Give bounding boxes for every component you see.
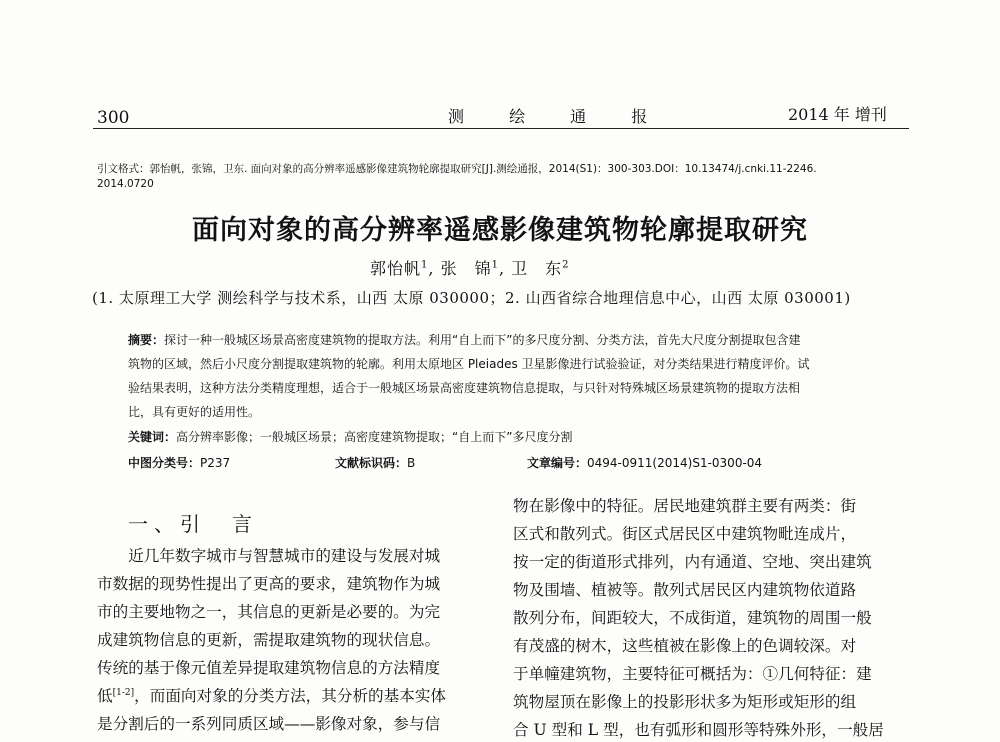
author-list: 郭怡帆$^1$, 张 锦$^1$, 卫 东$^2$: [370, 259, 570, 278]
author-affil-mark: 1: [421, 259, 429, 271]
body-line: 区式和散列式。街区式居民区中建筑物毗连成片，: [513, 525, 857, 543]
body-line: 是分割后的一系列同质区域——影像对象，参与信: [97, 715, 441, 733]
document-code: [335, 454, 415, 471]
page-number: 300: [97, 108, 130, 128]
abstract-text: 探讨一种一般城区场景高密度建筑物的提取方法。利用“自上而下”的多尺度分割、分类方法，首先大尺度分割提取包含建: [164, 333, 801, 347]
journal-name: 测 绘 通 报: [448, 107, 668, 126]
body-line: 散列分布，间距较大，不成街道，建筑物的周围一般: [513, 609, 872, 627]
clc-value: P237: [200, 456, 231, 470]
author-name: 张 锦: [440, 259, 492, 278]
body-line: 物及围墙、植被等。散列式居民区内建筑物依道路: [513, 581, 857, 599]
article-number: [527, 454, 762, 471]
body-line: 于单幢建筑物，主要特征可概括为：①几何特征：建: [513, 665, 872, 683]
author-name: 郭怡帆: [370, 259, 422, 278]
citation-line-2: 2014.0720: [97, 178, 154, 190]
clc-label: 中图分类号：: [128, 456, 201, 470]
clc-number: [128, 454, 230, 471]
body-line: 物在影像中的特征。居民地建筑群主要有两类：街: [513, 497, 857, 515]
abstract-label: 摘要：: [128, 333, 165, 347]
doc-code-value: B: [407, 456, 416, 470]
citation-reference: [1-2]: [112, 687, 135, 698]
doc-code-label: 文献标识码：: [335, 456, 408, 470]
abstract-line: 比，具有更好的适用性。: [128, 405, 261, 419]
body-line: 合 U 型和 L 型，也有弧形和圆形等特殊外形，一般居: [513, 721, 884, 739]
body-line: 市数据的现势性提出了更高的要求，建筑物作为城: [97, 575, 441, 593]
body-line: [97, 684, 446, 706]
affiliation: (1. 太原理工大学 测绘科学与技术系，山西 太原 030000；2. 山西省综合地理信息中心，山西 太原 030001): [92, 289, 851, 307]
abstract-line: 验结果表明，这种方法分类精度理想，适合于一般城区场景高密度建筑物信息提取，与只针对特殊城区场景建筑物的提取方法相: [128, 381, 801, 395]
header-rule: [93, 128, 909, 129]
body-text: ，而面向对象的分类方法，其分析的基本实体: [134, 687, 447, 705]
body-line: 近几年数字城市与智慧城市的建设与发展对城: [97, 547, 441, 565]
article-title: 面向对象的高分辨率遥感影像建筑物轮廓提取研究: [192, 215, 808, 246]
author-affil-mark: 2: [562, 259, 570, 271]
body-line: 传统的基于像元值差异提取建筑物信息的方法精度: [97, 659, 441, 677]
keywords-label: 关键词：: [128, 430, 177, 444]
abstract-line: [128, 331, 800, 348]
issue-label: 2014 年 增刊: [788, 105, 887, 124]
body-line: 市的主要地物之一，其信息的更新是必要的。为完: [97, 603, 441, 621]
body-line: 成建筑物信息的更新，需提取建筑物的现状信息。: [97, 631, 441, 649]
section-heading: 一、引 言: [128, 512, 258, 536]
citation-line-1: 引文格式：郭怡帆，张锦，卫东. 面向对象的高分辨率遥感影像建筑物轮廓提取研究[J].测绘通报，2014(S1)：300-303.DOI：10.13474/j.cnki.11-2246.: [97, 163, 817, 175]
keywords-line: [128, 428, 572, 445]
body-line: 有茂盛的树木，这些植被在影像上的色调较深。对: [513, 637, 857, 655]
body-line: 按一定的街道形式排列，内有通道、空地、突出建筑: [513, 553, 872, 571]
abstract-line: 筑物的区域，然后小尺度分割提取建筑物的轮廓。利用太原地区 Pleiades 卫星影像进行试验验证，对分类结果进行精度评价。试: [128, 357, 810, 371]
keywords-text: 高分辨率影像；一般城区场景；高密度建筑物提取；“自上而下”多尺度分割: [176, 430, 573, 444]
body-text: 低: [97, 687, 113, 705]
author-affil-mark: 1: [491, 259, 499, 271]
body-line: 筑物屋顶在影像上的投影形状多为矩形或矩形的组: [513, 693, 857, 711]
article-no-value: 0494-0911(2014)S1-0300-04: [587, 456, 763, 470]
article-no-label: 文章编号：: [527, 456, 588, 470]
author-name: 卫 东: [511, 259, 563, 278]
